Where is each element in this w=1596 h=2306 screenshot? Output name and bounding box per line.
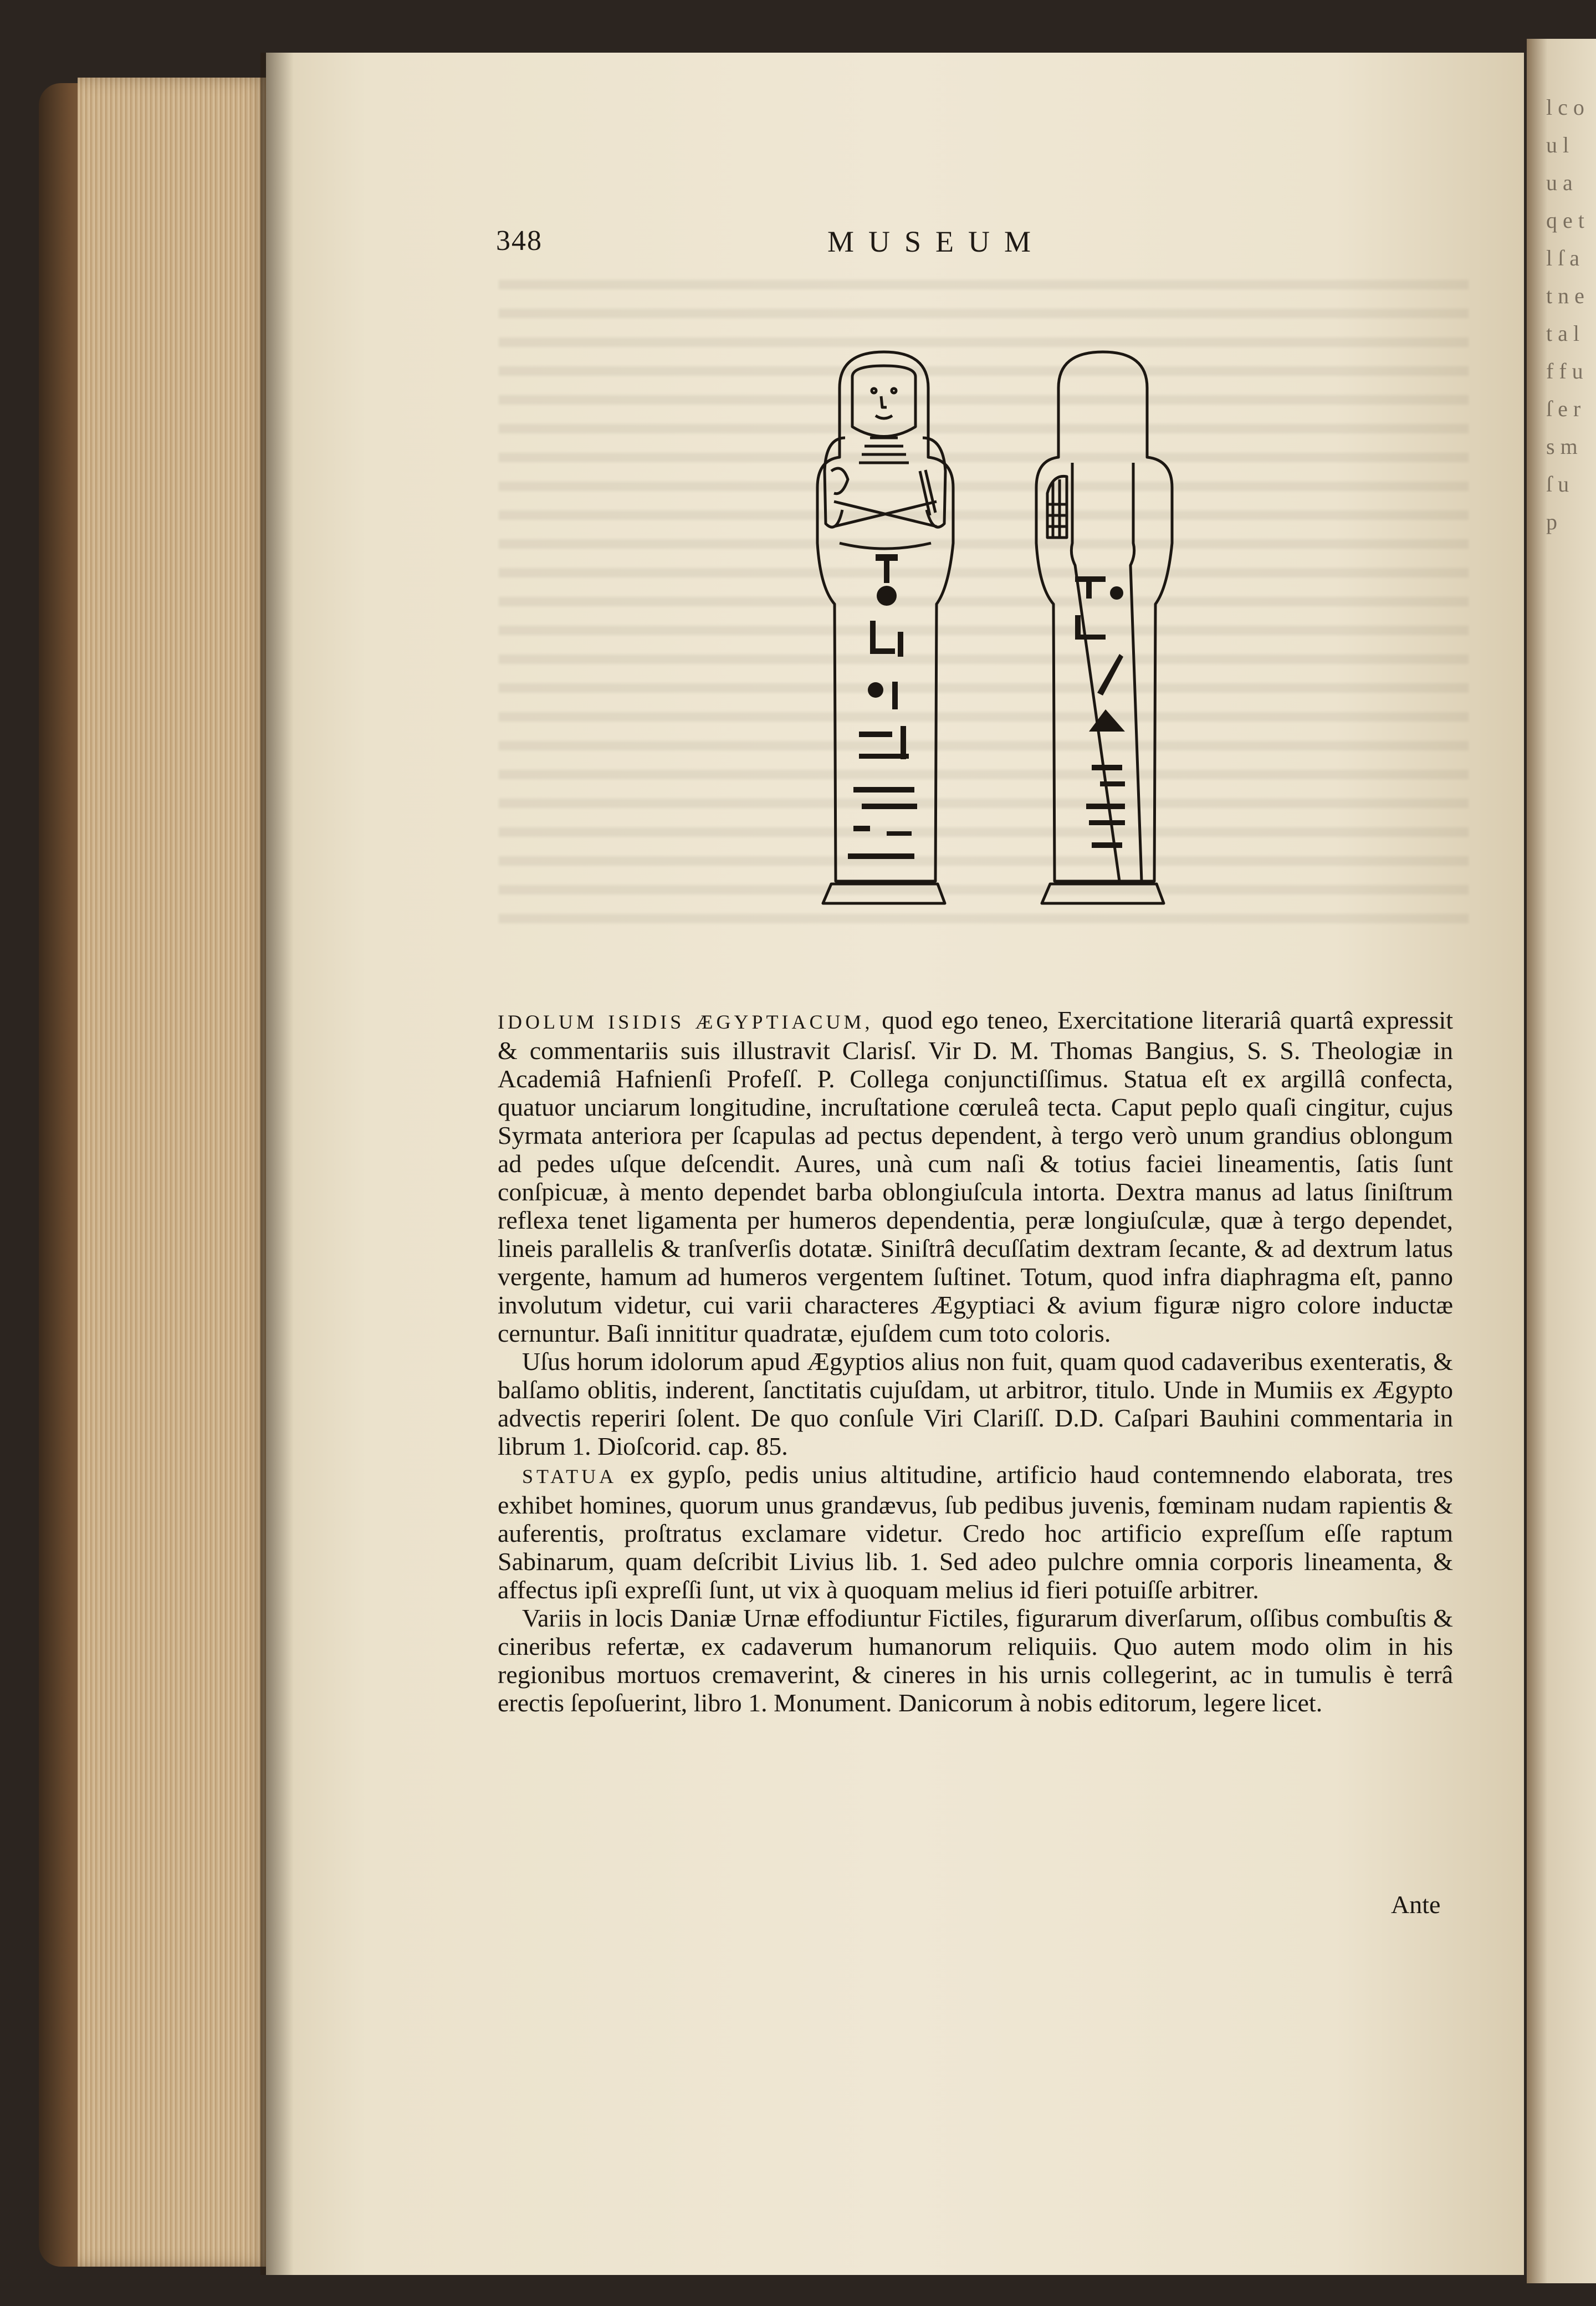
page-edges — [78, 78, 272, 2267]
catchword: Ante — [1391, 1890, 1441, 1919]
paragraph-urnae: Variis in locis Daniæ Urnæ effodiuntur Fictiles, figurarum diverſarum, oſſibus combuſtis & cineribus refertæ, ex cadaverum humanorum reliquiis. Quo autem modo olim in his regionibus mortuos cremaverint, & cineres in his urnis collegerint, ac in tumulis è terrâ erectis ſepoſuerint, libro 1. Monument. Danicorum à nobis editorum, legere licet. — [498, 1604, 1453, 1717]
running-head — [496, 224, 1493, 269]
facing-page-margin-text: l c o u l u a q e t l ſ a t n e t a l f f u ſ e r s m ſ u p — [1546, 95, 1584, 534]
body-text — [498, 1006, 1453, 1717]
paragraph-idolum: IDOLUM ISIDIS ÆGYPTIACUM, quod ego teneo, Exercitatione literariâ quartâ expressit & commentariis suis illustravit Clarisſ. Vir D. M. Thomas Bangius, S. S. Theologiæ in Academiâ Hafnienſi Profeſſ. P. Collega conjunctiſſimus. Statua eſt ex argillâ confecta, quatuor unciarum longitudine, incruſtatione cœruleâ tecta. Caput peplo quaſi cingitur, cujus Syrmata anteriora per ſcapulas ad pectus dependent, à tergo verò unum grandius oblongum ad pedes uſque deſcendit. Aures, unà cum naſi & totius faciei lineamentis, ſatis ſunt conſpicuæ, à mento dependet barba oblongiuſcula intorta. Dextra manus ad latus ſiniſtrum reflexa tenet ligamenta per humeros dependentia, peræ longiuſculæ, quæ à tergo dependet, lineis parallelis & tranſverſis dotatæ. Siniſtrâ decuſſatim dextram ſecante, & ad dextrum latus vergente, hamum ad humeros vergentem ſuſtinet. Totum, quod infra diaphragma eſt, panno involutum videtur, cui varii characteres Ægyptiaci & avium figuræ nigro colore inductæ cernuntur. Baſi innititur quadratæ, ejuſdem cum toto coloris. — [498, 1006, 1453, 1347]
running-title: MUSEUM — [827, 225, 1046, 258]
paragraph-usus: Uſus horum idolorum apud Ægyptios alius non fuit, quam quod cadaveribus exenteratis, & balſamo oblitis, inderent, ſanctitatis cujuſdam, ut arbitror, titulo. Unde in Mumiis ex Ægypto advectis reperiri ſolent. De quo conſule Viri Clariſſ. D.D. Caſpari Bauhini commentaria in librum 1. Dioſcorid. cap. 85. — [498, 1347, 1453, 1460]
ushabti-front — [817, 352, 953, 903]
front-hieroglyphs — [848, 554, 917, 859]
ushabti-figure-illustration — [787, 344, 1219, 964]
gutter-shadow — [260, 53, 294, 2275]
ushabti-woodcut — [787, 344, 1219, 964]
paragraph-statua: STATUA ex gypſo, pedis unius altitudine, artificio haud contemnendo elaborata, tres exhibet homines, quorum unus grandævus, ſub pedibus juvenis, fœminam nudam rapientis & auferentis, proſtratus exclamare videtur. Credo hoc artificio expreſſum eſſe raptum Sabinarum, quam deſcribit Livius lib. 1. Sed adeo pulchre omnia corporis lineamenta, & affectus ipſi expreſſi ſunt, ut vix à quoquam melius id fieri potuiſſe arbitrer. — [498, 1460, 1453, 1604]
paragraph-lead: STATUA — [522, 1465, 617, 1487]
paragraph-lead: IDOLUM ISIDIS ÆGYPTIACUM, — [498, 1011, 873, 1033]
page-number: 348 — [496, 225, 543, 257]
